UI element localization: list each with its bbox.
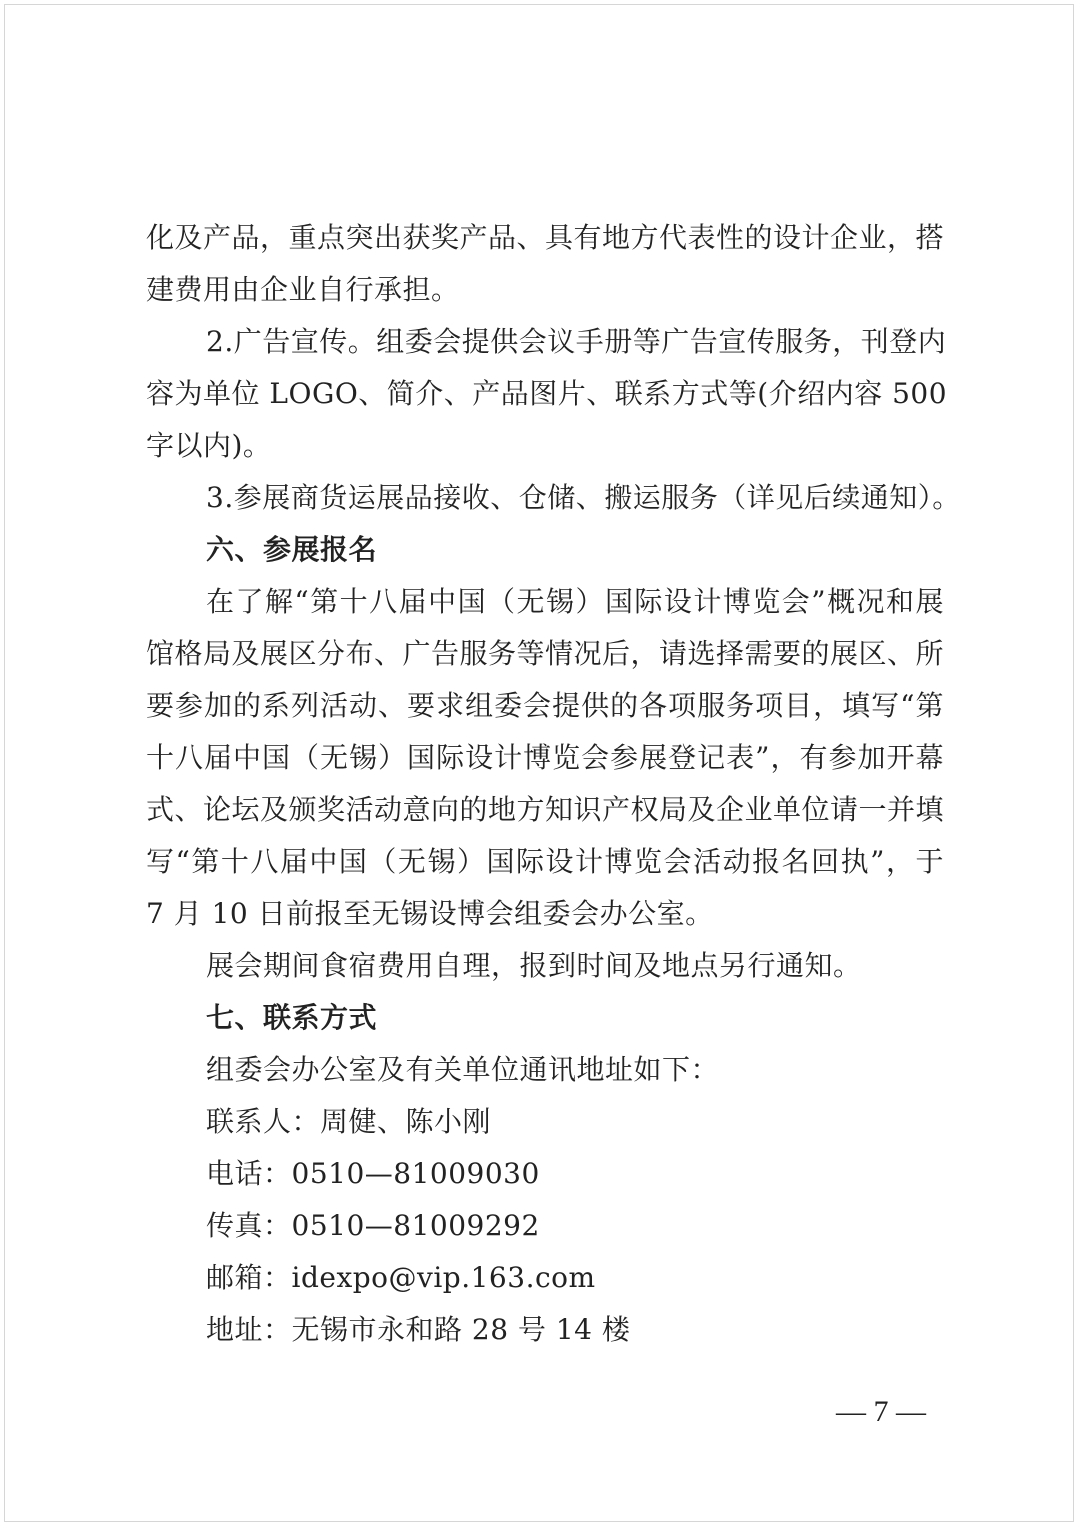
paragraph-line: 建费用由企业自行承担。 <box>146 273 460 306</box>
contact-email: 邮箱：idexpo@vip.163.com <box>206 1261 596 1294</box>
document-body <box>146 212 961 1356</box>
paragraph-line: 容为单位 LOGO、简介、产品图片、联系方式等(介绍内容 500 <box>146 377 948 410</box>
page-number: — 7 — <box>836 1395 926 1428</box>
contact-intro: 组委会办公室及有关单位通讯地址如下： <box>206 1053 720 1086</box>
contact-person: 联系人：周健、陈小刚 <box>206 1105 492 1138</box>
paragraph-line: 十八届中国（无锡）国际设计博览会参展登记表”，有参加开幕 <box>146 741 944 774</box>
contact-address: 地址：无锡市永和路 28 号 14 楼 <box>206 1313 631 1346</box>
paragraph-line: 字以内)。 <box>146 429 272 462</box>
paragraph-line: 写“第十八届中国（无锡）国际设计博览会活动报名回执”，于 <box>146 845 944 878</box>
paragraph-line: 在了解“第十八届中国（无锡）国际设计博览会”概况和展 <box>206 585 944 618</box>
paragraph-line: 化及产品，重点突出获奖产品、具有地方代表性的设计企业，搭 <box>146 221 945 254</box>
section-heading: 七、联系方式 <box>206 1001 378 1034</box>
paragraph-line: 式、论坛及颁奖活动意向的地方知识产权局及企业单位请一并填 <box>146 793 945 826</box>
paragraph-line: 展会期间食宿费用自理，报到时间及地点另行通知。 <box>206 949 862 982</box>
contact-fax: 传真：0510—81009292 <box>206 1209 540 1242</box>
section-heading: 六、参展报名 <box>206 533 378 566</box>
contact-phone: 电话：0510—81009030 <box>206 1157 540 1190</box>
paragraph-line: 2.广告宣传。组委会提供会议手册等广告宣传服务，刊登内 <box>206 325 947 358</box>
paragraph-line: 3.参展商货运展品接收、仓储、搬运服务（详见后续通知）。 <box>206 481 961 514</box>
paragraph-line: 要参加的系列活动、要求组委会提供的各项服务项目，填写“第 <box>146 689 944 722</box>
paragraph-line: 7 月 10 日前报至无锡设博会组委会办公室。 <box>146 897 714 930</box>
paragraph-line: 馆格局及展区分布、广告服务等情况后，请选择需要的展区、所 <box>146 637 945 670</box>
